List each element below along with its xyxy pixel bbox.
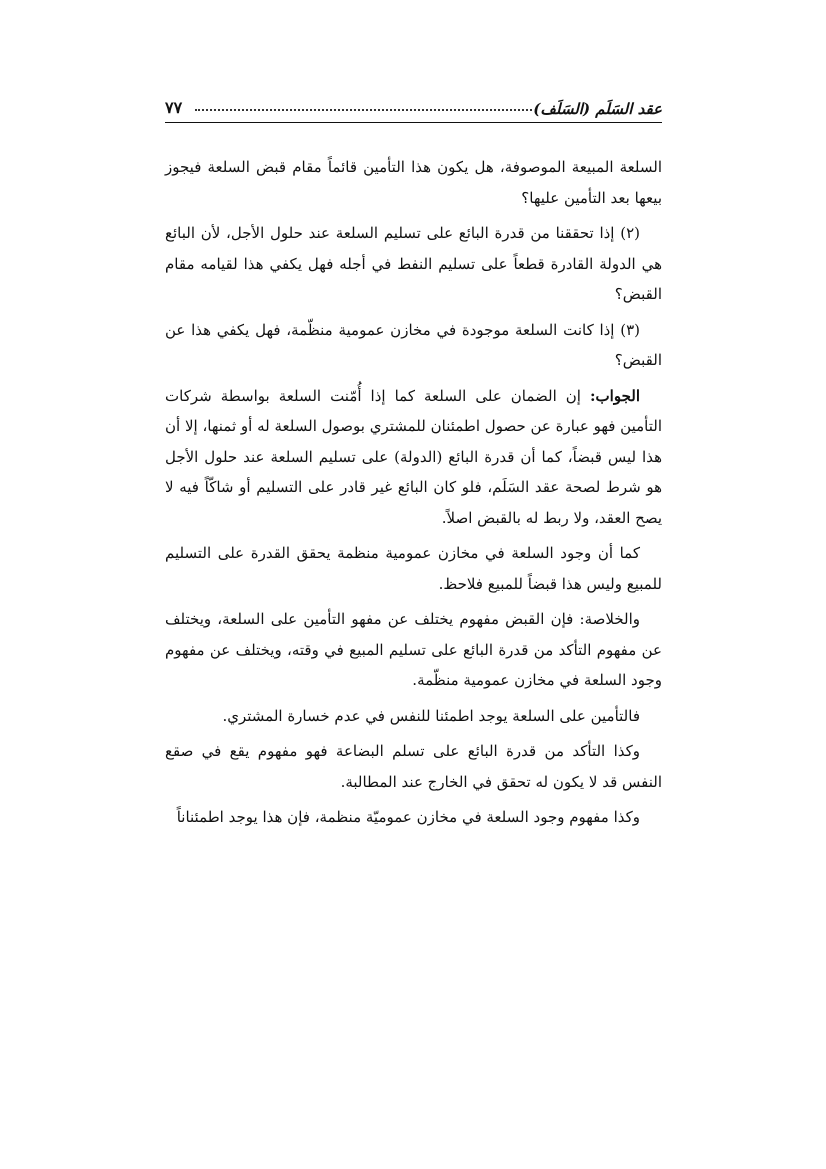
answer-label: الجواب: [590,386,640,405]
page-number: ٧٧ [165,98,183,117]
paragraph-warehouse: وكذا مفهوم وجود السلعة في مخازن عموميّة منظمة، فإن هذا يوجد اطمئناناً [176,808,640,826]
paragraph-seller-ability: وكذا التأكد من قدرة البائع على تسلم البضاعة فهو مفهوم يقع في صقع النفس قد لا يكون له تحقق في الخارج عند المطالبة. [165,742,662,791]
paragraph-question-2: (٢) إذا تحققنا من قدرة البائع على تسليم السلعة عند حلول الأجل، لأن البائع هي الدولة القادرة قطعاً على تسليم النفط في أجله فهل يكفي هذا لقيامه مقام القبض؟ [165,224,662,303]
paragraph-question-continuation: السلعة المبيعة الموصوفة، هل يكون هذا التأمين قائماً مقام قبض السلعة فيجوز بيعها بعد التأمين عليها؟ [165,158,662,207]
running-header [165,92,662,123]
paragraph-summary: والخلاصة: فإن القبض مفهوم يختلف عن مفهو التأمين على السلعة، ويختلف عن مفهوم التأكد من قدرة البائع على تسليم المبيع في وقته، ويختلف عن مفهوم وجود السلعة في مخازن عمومية منظّمة. [165,610,662,689]
paragraph-insurance: فالتأمين على السلعة يوجد اطمئنا للنفس في عدم خسارة المشتري. [222,706,640,725]
answer-text: إن الضمان على السلعة كما إذا أُمّنت السلعة بواسطة شركات التأمين فهو عبارة عن حصول اطمئنان للمشتري بوصول السلعة له أو ثمنها، إلا أن هذا ليس قبضاً، كما أن قدرة البائع (الدولة) على تسليم السلعة عند حلول الأجل هو شرط لصحة عقد السَلَم، فلو كان البائع غير قادر على التسليم أو شاكّاً فيه لا يصح العقد، ولا ربط له بالقبض اصلاً. [165,386,662,527]
paragraph-answer [165,381,662,534]
leader-dots [195,109,532,111]
chapter-title: عقد السَلَم (السَلَف) [533,100,662,118]
paragraph-storage: كما أن وجود السلعة في مخازن عمومية منظمة يحقق القدرة على التسليم للمبيع وليس هذا قبضاً للمبيع فلاحظ. [165,544,662,593]
body-text [165,152,662,838]
book-page [165,92,662,1092]
paragraph-question-3: (٣) إذا كانت السلعة موجودة في مخازن عمومية منظّمة، فهل يكفي هذا عن القبض؟ [165,320,662,369]
